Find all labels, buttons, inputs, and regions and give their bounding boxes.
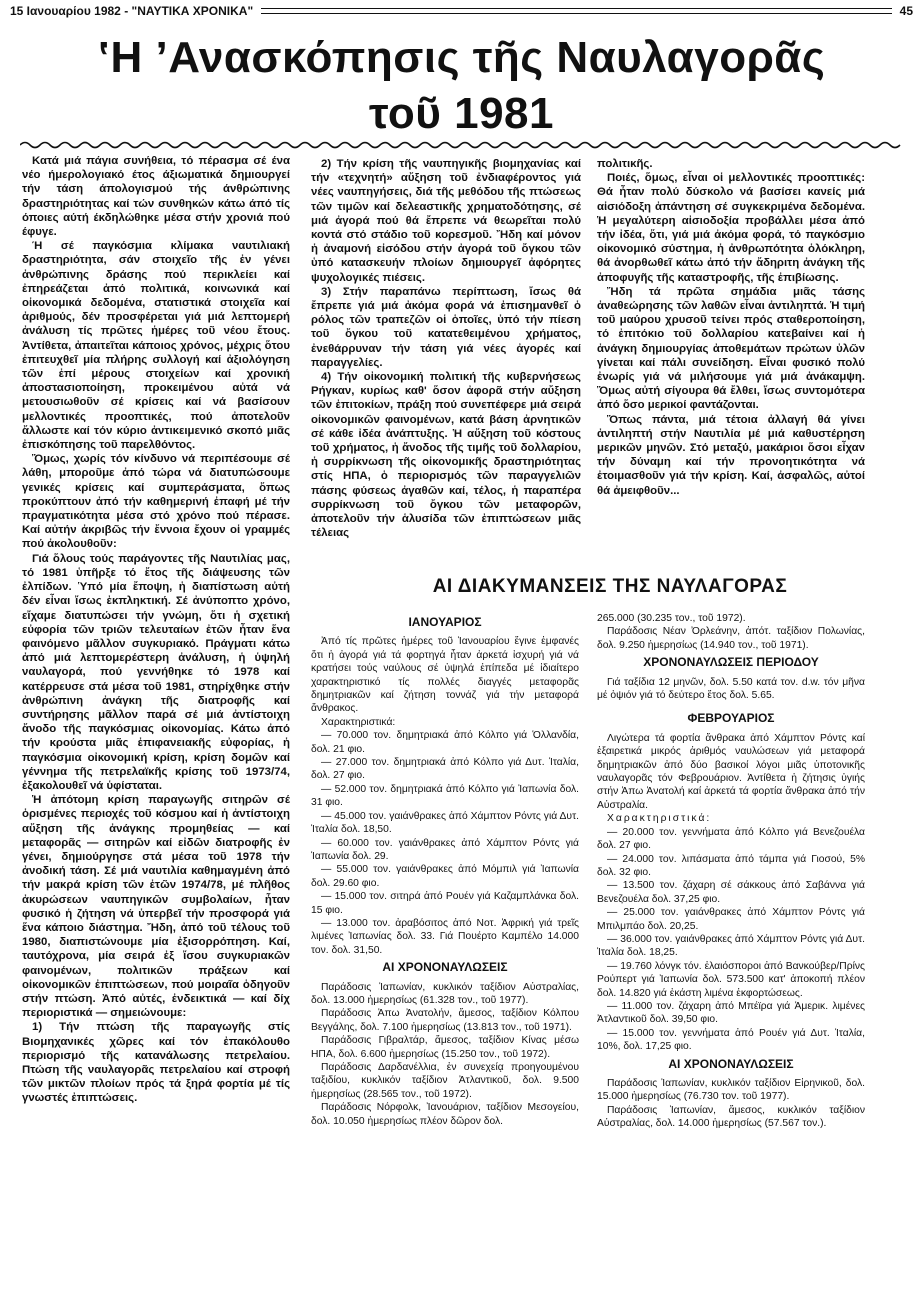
paragraph: Ἀπό τίς πρῶτες ἡμέρες τοῦ Ἰανουαρίου ἔγινε ἐμφανές ὅτι ἡ ἀγορά γιά τά φορτηγά ἦταν ἀρκετά ἰσχυρή γιά νά κρατήσει τούς ναύλους σέ ὑψηλά ἐπίπεδα μέ ἰδιαίτερο χαρακτηριστικό τίς πολλές διαγγές μεταφορᾶς δημητριακῶν καί ζήτηση τοννάζ γιά τήν μεταφορά ἄνθρακος. — [311, 636, 579, 715]
subheading-time-charters: ΑΙ ΧΡΟΝΟΝΑΥΛΩΣΕΙΣ — [668, 1056, 794, 1071]
paragraph: Ὅμως, χωρίς τόν κίνδυνο νά περιπέσουμε σέ λάθη, μποροῦμε ἀπό τώρα νά διατυπώσουμε γενικές κρίσεις καί συμπεράσματα, ὅπως προκύπτουν ἀπό τήν καθημερινή ἐπαφή μέ τήν πραγματικότητα μέσα στό χρόνο πού πέρασε. Καί αὐτήν ἀκριβῶς τήν ἔννοια ἔχουν οἱ γραμμές πού ἀκολουθοῦν: — [22, 453, 290, 551]
list-item: — 55.000 τον. γαιάνθρακες ἀπό Μόμπιλ γιά Ἰαπωνία δολ. 29.60 φιο. — [311, 864, 579, 889]
list-item: — 15.000 τον. γεννήματα ἀπό Ρουέν γιά Δυτ. Ἰταλία, 10%, δολ. 17,25 φιο. — [597, 1027, 865, 1053]
paragraph: πολιτικῆς. — [597, 158, 653, 170]
subheading-january: ΙΑΝΟΥΑΡΙΟΣ — [408, 615, 482, 629]
article-title-line-2: τοῦ 1981 — [368, 89, 554, 138]
title-wavy-divider — [20, 140, 903, 150]
list-item: — 45.000 τον. γαιάνθρακες ἀπό Χάμπτον Ρόντς γιά Δυτ. Ἰταλία δολ. 18,50. — [311, 810, 579, 836]
list-item: — 15.000 τον. σιτηρά ἀπό Ρουέν γιά Καζαμπλάνκα δολ. 15 φιο. — [311, 891, 579, 916]
paragraph: Ποιές, ὅμως, εἶναι οἱ μελλοντικές προοπτικές: Θά ἦταν πολύ δύσκολο νά βασίσει κανείς μιά αἰσιόδοξη ἀπάντηση σέ συγκεκριμένα δεδομένα. Ἡ μεγαλύτερη αἰσιοδοξία προβάλλει μέσα ἀπό τήν ἰδέα, ὅτι, γιά μιά ἀκόμα φορά, τό παγκόσμιο οἰκονομικό σύστημα, ἡ ἀνθρωπότητα ὁλόκληρη, θά ἀνορθωθεῖ κάτω ἀπό τήν ἄδηριτη ἀνάγκη τῆς ἀποφυγῆς τῆς καταστροφῆς, τῆς ἐπιβίωσης. — [597, 172, 865, 284]
list-item: — 25.000 τον. γαιάνθρακες ἀπό Χάμπτον Ρόντς γιά Μπιλμπάο δολ. 20,25. — [597, 907, 865, 932]
paragraph: Ἤδη τά πρῶτα σημάδια μιᾶς τάσης ἀναθεώρησης τῶν λαθῶν εἶναι ἀντιληπτά. Ἡ τιμή τοῦ μαύρου χρυσοῦ τείνει πρός σταθεροποίηση, τό ἐπιτόκιο τοῦ δολλαρίου κατεβαίνει καί ἡ ἀνάγκη δημιουργίας ἀποθεμάτων πρώτων ὑλῶν γίνεται καί πάλι συνείδηση. Εἶναι φυσικό πολύ ἐνωρίς γιά νά μιλήσουμε γιά μιά ἀνάκαμψη. Ὅμως αὐτή σίγουρα θά ἔλθει, ἴσως συντομότερα ἀπό ὅσο μερικοί φαντάζονται. — [597, 285, 865, 412]
list-item: Παράδοσις Γιβραλτάρ, ἄμεσος, ταξίδιον Κίνας μέσω ΗΠΑ, δολ. 6.600 ἡμερησίως (15.250 τον., τοῦ 1972). — [311, 1035, 579, 1060]
list-item: — 24.000 τον. λιπάσματα ἀπό τάμπα γιά Γιοσού, 5% δολ. 32 φιο. — [597, 853, 865, 878]
list-item: — 60.000 τον. γαιάνθρακες ἀπό Χάμπτον Ρόντς γιά Ἰαπωνία δολ. 29. — [311, 837, 579, 862]
header-date-publication: 15 Ιανουαρίου 1982 - "ΝΑΥΤΙΚΑ ΧΡΟΝΙΚΑ" — [10, 4, 254, 18]
paragraph: Γιά ὅλους τούς παράγοντες τῆς Ναυτιλίας μας, τό 1981 ὑπῆρξε τό ἔτος τῆς διάψευσης τῶν ἐλπίδων. Ὑπό μία ἔποψη, ἡ διαπίστωση αὐτή δέν εἶναι ἴσως ἐκπληκτική. Σέ ἀνύποπτο χρόνο, εἴχαμε διατυπώσει τήν γνώμη, ὅτι ἡ σχετική εὐφορία τῶν τριῶν τελευταίων ἐτῶν ἦταν ἕνα φαινόμενο μᾶλλον συγκυριακό. Πράγματι κάτω ἀπό μιά λεπτομερέστερη ἀνάλυση, ἡ ὑψηλή ναυλαγορά, πού γεννήθηκε τό 1978 καί κατέρρευσε στά μέσα τοῦ 1981, στηρίχθηκε στήν ἀνθρώπινη ἀνάγκη τῆς διατροφῆς καί συντήρησης μᾶλλον παρά σέ μιά ἀντίστοιχη ἄνοδο τῆς παγκόσμιας οἰκονομίας. Κάτω ἀπό τήν κρούστα μιᾶς ἐπιφανειακῆς εὐφορίας, ἡ παγκόσμια οἰκονομική κρίση, κρίση δομῶν καί γέννημα τῆς πετρελαϊκῆς κρίσης τοῦ 1973/74, ἐξακολουθεῖ νά ὑφίσταται. — [22, 552, 290, 792]
paragraph: 265.000 (30.235 τον., τοῦ 1972). — [597, 613, 746, 624]
characteristics-label: Χαρακτηριστικά: — [607, 813, 712, 825]
section-title: ΑΙ ΔΙΑΚΥΜΑΝΣΕΙΣ ΤΗΣ ΝΑΥΛΑΓΟΡΑΣ — [432, 576, 788, 597]
list-item: — 19.760 λόνγκ τόν. ἐλαιόσποροι ἀπό Βανκούβερ/Πρίνς Ρούπερτ γιά Ἰαπωνία δολ. 573.500 κατ' ἀποκοπή πλέον δολ. 14.820 γιά ἐκάστη λιμένα ἐκφορτώσεως. — [597, 960, 865, 999]
paragraph: Παράδοσις Νέαν Ὀρλεάνην, ἀπότ. ταξίδιον Πολωνίας, δολ. 9.250 ἡμερησίως (14.940 τον., τοῦ 1971). — [597, 626, 865, 651]
list-item: — 52.000 τον. δημητριακά ἀπό Κόλπο γιά Ἰαπωνία δολ. 31 φιο. — [311, 783, 579, 809]
paragraph: 2) Τήν κρίση τῆς ναυπηγικῆς βιομηχανίας καί τήν «τεχνητή» αὔξηση τοῦ ἐνδιαφέροντος γιά νέες ναυπηγήσεις, διά τῆς μεθόδου τῆς πτώσεως τῶν τιμῶν καί δελεαστικῆς χρηματοδότησης, σέ μιά ἀγορά πού θά ἔπρεπε νά θεωρεῖται πολύ κοντά στό στάδιο τοῦ κορεσμοῦ. Ἤδη καί μόνον ἡ ἀναμονή εἰσόδου στήν ἀγορά τοῦ ὄγκου τῶν ὑπό κατασκευήν πλοίων δημιουργεῖ ἀφόρητες ψυχολογικές πιέσεις. — [311, 158, 581, 284]
article-title — [0, 30, 923, 142]
list-item: Παράδοσις Νόρφολκ, Ἰανουάριον, ταξίδιον Μεσογείου, δολ. 10.050 ἡμερησίως πλέον δῶρον δολ. — [311, 1102, 579, 1127]
subheading-february: ΦΕΒΡΟΥΑΡΙΟΣ — [687, 711, 775, 726]
paragraph: Ὅπως πάντα, μιά τέτοια ἀλλαγή θά γίνει ἀντιληπτή στήν Ναυτιλία μέ μιά καθυστέρηση μερικῶν μηνῶν. Στό μεταξύ, μακάριοι ὅσοι εἶχαν τήν δύναμη καί τήν προνοητικότητα νά ἐτοιμασθοῦν γιά τήν κρίση. Καί, ἀσφαλῶς, αὐτοί θά ἀμειφθοῦν... — [597, 413, 865, 497]
subheading-time-charters: ΑΙ ΧΡΟΝΟΝΑΥΛΩΣΕΙΣ — [382, 960, 508, 975]
list-item: Παράδοσις Ἰαπωνίαν, κυκλικόν ταξίδιον Εἰρηνικοῦ, δολ. 15.000 ἡμερησίως (76.730 τον. τοῦ 1977). — [597, 1078, 865, 1103]
paragraph: Ἡ ἀπότομη κρίση παραγωγῆς σιτηρῶν σέ ὁρισμένες περιοχές τοῦ κόσμου καί ἡ ἀντίστοιχη αὔξηση τῆς ἀνάγκης προμηθείας — καί μεταφορᾶς — σιτηρῶν καί εἰδῶν διατροφῆς ἐν γένει, δημιούργησε στά μέσα τοῦ 1978 τήν ἀνοδική τάση. Σέ μιά ναυτιλία καθημαγμένη ἀπό τήν μακρά κρίση τῶν ἐτῶν 1974/78, μέ πλῆθος ἀκυρώσεων ναυπηγικῶν συμβολαίων, ἦταν φυσικό ἡ ζήτηση νά ὑπερβεῖ τήν προσφορά γιά ἕνα κάποιο διάστημα. Ἤδη, ἀπό τοῦ τέλους τοῦ 1980, διαπιστώνουμε μία ἐξισορρόπηση. Καί, ταυτόχρονα, μία σειρά ἐξ ἴσου συγκυριακῶν φαινομένων, πολιτικῶν πράξεων καί οἰκονομικῶν ἐπιπτώσεων, πού μοιραῖα ὁδηγοῦν στήν πτώση. Ἀπό αὐτές, ἐνδεικτικά — καί δίχ περιοριστικά — σημειώνουμε: — [22, 794, 290, 1020]
characteristics-label: Χαρακτηριστικά: — [321, 716, 396, 728]
article-column-1 — [22, 154, 290, 1106]
paragraph: Κατά μιά πάγια συνήθεια, τό πέρασμα σέ ένα νέο ήμερολογιακό έτος άξιωματικά δημιουργεί τήν τάση άπολογισμού τής άνθρώπινης δραστηριότητας καί τών συνθηκών κάτω άπό τίς όποιες αύτή έκδηλώθηκε μέσα στήν χρονιά πού έφυγε. — [22, 155, 290, 239]
page-number: 45 — [899, 4, 913, 18]
paragraph: 3) Στήν παραπάνω περίπτωση, ἴσως θά ἔπρεπε γιά μιά ἀκόμα φορά νά ἐπισημανθεῖ ὁ ρόλος τῶν τραπεζῶν οἱ ὁποῖες, ὑπό τήν πίεση τοῦ ὄγκου τοῦ κατατεθειμένου χρήματος, ἐνεθάρρυναν τήν τάση γιά νέες ἀγορές καί παραγγελίες. — [311, 285, 581, 369]
list-item: Παράδοσις Ἰαπωνίαν, ἄμεσος, κυκλικόν ταξίδιον Αὐστραλίας, δολ. 14.000 ἡμερησίως (57.567 τον.). — [597, 1104, 865, 1130]
list-item: Παράδοσις Ἀπω Ἀνατολήν, ἄμεσος, ταξίδιον Κόλπου Βεγγάλης, δολ. 7.100 ἡμερησίως (13.813 τον., τοῦ 1971). — [311, 1008, 579, 1033]
page-header — [10, 3, 913, 19]
list-item: — 36.000 τον. γαιάνθρακες ἀπό Χάμπτον Ρόντς γιά Δυτ. Ἰταλία δολ. 18,25. — [597, 933, 865, 959]
paragraph: 1) Τήν πτώση τῆς παραγωγῆς στίς Βιομηχανικές χῶρες καί τόν ἐπακόλουθο περιορισμό τῆς κατανάλωσης πετρελαίου. Πτώση τῆς ναυλαγορᾶς πετρελαίου καί στροφή τῶν μικτῶν πλοίων πρός τά ξηρά φορτία μέ τίς γνωστές ἐπιπτώσεις. — [22, 1021, 290, 1105]
list-item: — 13.500 τον. ζάχαρη σέ σάκκους ἀπό Σαβάννα γιά Βενεζουέλα δολ. 37,25 φιο. — [597, 880, 865, 905]
list-item: — 13.000 τον. ἀραβόσιτος ἀπό Νοτ. Ἀφρική γιά τρεῖς λιμένες Ἰαπωνίας δολ. 33. Γιά Πουέρτο Καμπέλο 14.000 τον. δολ. 31,50. — [311, 917, 579, 956]
article-column-2 — [311, 157, 581, 540]
paragraph: 4) Τήν οἰκονομική πολιτική τῆς κυβερνήσεως Ρήγκαν, κυρίως καθ' ὅσον ἀφορᾶ στήν αὔξηση τῶν ἐπιτοκίων, πράξη πού συνεπέφερε μιά σειρά οἰκονομικῶν φαινομένων, κατά βάση ἀρνητικῶν σέ κάθε ἰδέα ἀνάπτυξης. Ἡ αὔξηση τοῦ κόστους τοῦ χρήματος, ἡ ἄνοδος τῆς τιμῆς τοῦ δολλαρίου, ἡ συρρίκνωση τῆς οἰκονομικῆς δραστηριότητας στίς ΗΠΑ, ὁ περιορισμός τῶν παραγγελιῶν πάσης φύσεως ἀγαθῶν καί, τέλος, ἡ παραπέρα συρρίκνωση τοῦ ὄγκου τῶν μεταφορῶν, ἀποτελοῦν τήν ἁλυσίδα τῶν ἐπιπτώσεων μιᾶς τέλειας — [311, 371, 581, 540]
paragraph: Ή σέ παγκόσμια κλίμακα ναυτιλιακή δραστηριότητα, σάν στοιχεῖο τῆς ἐν γένει ἀνθρώπινης δράσης πού περικλείει καί ἐπηρεάζεται ἀπό πολιτικά, κοινωνικά καί οἰκονομικά δεδομένα, στατιστικά στοιχεῖα καί ἀριθμούς, δέν προσφέρεται γιά μιά λεπτομερή ἀνάλυση τίς πρῶτες ἡμέρες τοῦ νέου ἔτους. Ἀντίθετα, ἀπαιτεῖται κάποιος χρόνος, μέχρις ὅτου ἐπιτευχθεῖ μία πλήρης συλλογή καί ἀξιολόγηση τῶν ἐπί μέρους στοιχείων καί χρονική ἀποστασιοποίηση, προκειμένου αὐτά νά μετουσιωθοῦν σέ κρίσεις καί νά βασίσουν μελλοντικές προοπτικές, πού ἀποτελοῦν ἄλλωστε καί τόν κύριο ἀντικειμενικό σκοπό μιᾶς ἐπισκόπησης τοῦ παρελθόντος. — [22, 240, 290, 452]
paragraph: Γιά ταξίδια 12 μηνῶν, δολ. 5.50 κατά τον. d.w. τόν μῆνα μέ ὀψιόν γιά τό δεύτερο ἔτος δολ. 5.65. — [597, 676, 865, 702]
list-item: Παράδοσις Δαρδανέλλια, ἐν συνεχείᾳ προηγουμένου ταξιδίου, κυκλικόν ταξίδιον Ἀτλαντικοῦ, δολ. 9.500 ἡμερησίως (28.565 τον., τοῦ 1972). — [311, 1062, 579, 1100]
list-item: — 20.000 τον. γεννήματα ἀπό Κόλπο γιά Βενεζουέλα δολ. 27 φιο. — [597, 826, 865, 852]
freight-column-february — [597, 612, 865, 1131]
header-rule — [261, 8, 891, 14]
article-title-line-1: ʽΗ ʼΑνασκόπησις τῆς Ναυλαγορᾶς — [97, 33, 826, 82]
list-item: — 27.000 τον. δημητριακά ἀπό Κόλπο γιά Δυτ. Ἰταλία, δολ. 27 φιο. — [311, 757, 579, 782]
subheading-period-charters: ΧΡΟΝΟΝΑΥΛΩΣΕΙΣ ΠΕΡΙΟΔΟΥ — [643, 655, 819, 670]
article-column-3 — [597, 157, 865, 498]
paragraph: Λιγώτερα τά φορτία ἄνθρακα ἀπό Χάμπτον Ρόντς καί ἐξαιρετικά μικρός ἀριθμός ναυλώσεων γιά μεταφορά δημητριακῶν ἀπό δύο βασικοί λόγοι μιᾶς ὑποτονικῆς ναυλαγορᾶς τόν Φεβρουάριον. Ἀντίθετα ἡ ζήτησις ὑγιής στήν Ἀπω Ἀνατολή καί ἀρκετά τά φορτία ἄνθρακα ἀπό τήν Αὐστραλία. — [597, 732, 865, 811]
freight-column-january — [311, 612, 579, 1128]
list-item: Παράδοσις Ἰαπωνίαν, κυκλικόν ταξίδιον Αὐστραλίας, δολ. 13.000 ἡμερησίως (61.328 τον., τοῦ 1977). — [311, 981, 579, 1006]
list-item: — 70.000 τον. δημητριακά ἀπό Κόλπο γιά Ὁλλανδία, δολ. 21 φιο. — [311, 730, 579, 755]
list-item: — 11.000 τον. ζάχαρη ἀπό Μπέϊρα γιά Ἀμερικ. λιμένες Ἀτλαντικοῦ δολ. 39,50 φιο. — [597, 1000, 865, 1026]
